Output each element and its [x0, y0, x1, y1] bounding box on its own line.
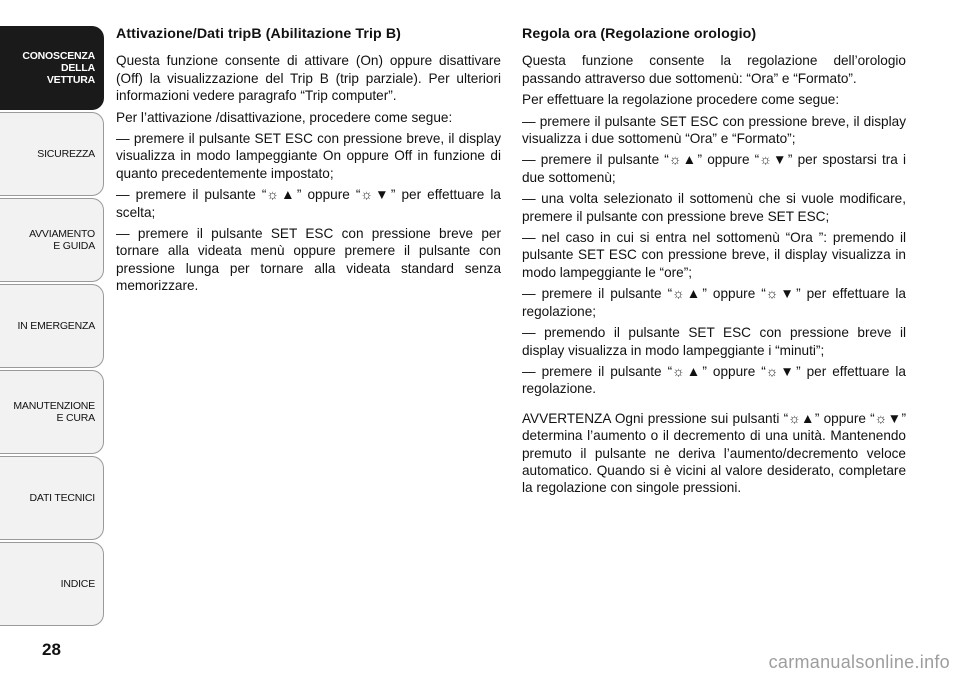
right-column — [522, 26, 906, 501]
watermark: carmanualsonline.info — [768, 652, 950, 672]
paragraph: Per l’attivazione /disattivazione, procedere come segue: — [116, 109, 453, 125]
tab-avviamento-e-guida[interactable]: AVVIAMENTO E GUIDA — [0, 198, 104, 282]
warning-paragraph: AVVERTENZA Ogni pressione sui pulsanti “☼▲” oppure “☼▼” determina l’aumento o il decremento di una unità. Mantenendo premuto il pulsante ne deriva l’aumento/decremento veloce automatico. Quando si è vicini al valore desiderato, completare la regolazione con singole pressioni. — [522, 410, 906, 496]
paragraph: Questa funzione consente la regolazione dell’orologio passando attraverso due sottomenù: “Ora” e “Formato”. — [522, 53, 906, 86]
paragraph: — premere il pulsante SET ESC con pressione breve per tornare alla videata menù oppure premere il pulsante con pressione lunga per tornare alla videata standard senza memorizzare. — [116, 226, 501, 294]
tab-conoscenza-della-vettura[interactable]: CONOSCENZA DELLA VETTURA — [0, 26, 104, 110]
tab-indice[interactable]: INDICE — [0, 542, 104, 626]
section-heading-trip-b: Attivazione/Dati tripB (Abilitazione Trip B) — [116, 26, 402, 42]
tab-sicurezza[interactable]: SICUREZZA — [0, 112, 104, 196]
paragraph: — premere il pulsante “☼▲” oppure “☼▼” per effettuare la scelta; — [116, 187, 501, 220]
paragraph: — premere il pulsante SET ESC con pressione breve, il display visualizza in modo lampeggiante On oppure Off in funzione di quanto precedentemente impostato; — [116, 131, 501, 181]
paragraph: — premere il pulsante “☼▲” oppure “☼▼” per effettuare la regolazione. — [522, 363, 906, 397]
paragraph: — una volta selezionato il sottomenù che si vuole modificare, premere il pulsante con pressione breve SET ESC; — [522, 191, 906, 224]
tab-manutenzione-e-cura[interactable]: MANUTENZIONE E CURA — [0, 370, 104, 454]
paragraph: Questa funzione consente di attivare (On) oppure disattivare (Off) la visualizzazione del Trip B (trip parziale). Per ulteriori informazioni vedere paragrafo “Trip computer”. — [116, 53, 501, 104]
section-heading-regola-ora: Regola ora (Regolazione orologio) — [522, 26, 757, 42]
paragraph: — premere il pulsante “☼▲” oppure “☼▼” per spostarsi tra i due sottomenù; — [522, 152, 906, 185]
paragraph: — premere il pulsante SET ESC con pressione breve, il display visualizza i due sottomenù “Ora” e “Formato”; — [522, 113, 906, 147]
chapter-tabs — [0, 26, 104, 628]
page-number: 28 — [42, 640, 61, 659]
paragraph: — nel caso in cui si entra nel sottomenù “Ora ”: premendo il pulsante SET ESC con pressione breve, il display visualizza in modo lampeggiante le “ore”; — [522, 230, 906, 280]
paragraph: — premere il pulsante “☼▲” oppure “☼▼” per effettuare la regolazione; — [522, 286, 906, 319]
tab-in-emergenza[interactable]: IN EMERGENZA — [0, 284, 104, 368]
left-column — [116, 26, 501, 299]
tab-dati-tecnici[interactable]: DATI TECNICI — [0, 456, 104, 540]
paragraph: — premendo il pulsante SET ESC con pressione breve il display visualizza in modo lampeggiante i “minuti”; — [522, 325, 906, 358]
paragraph: Per effettuare la regolazione procedere come segue: — [522, 92, 840, 108]
